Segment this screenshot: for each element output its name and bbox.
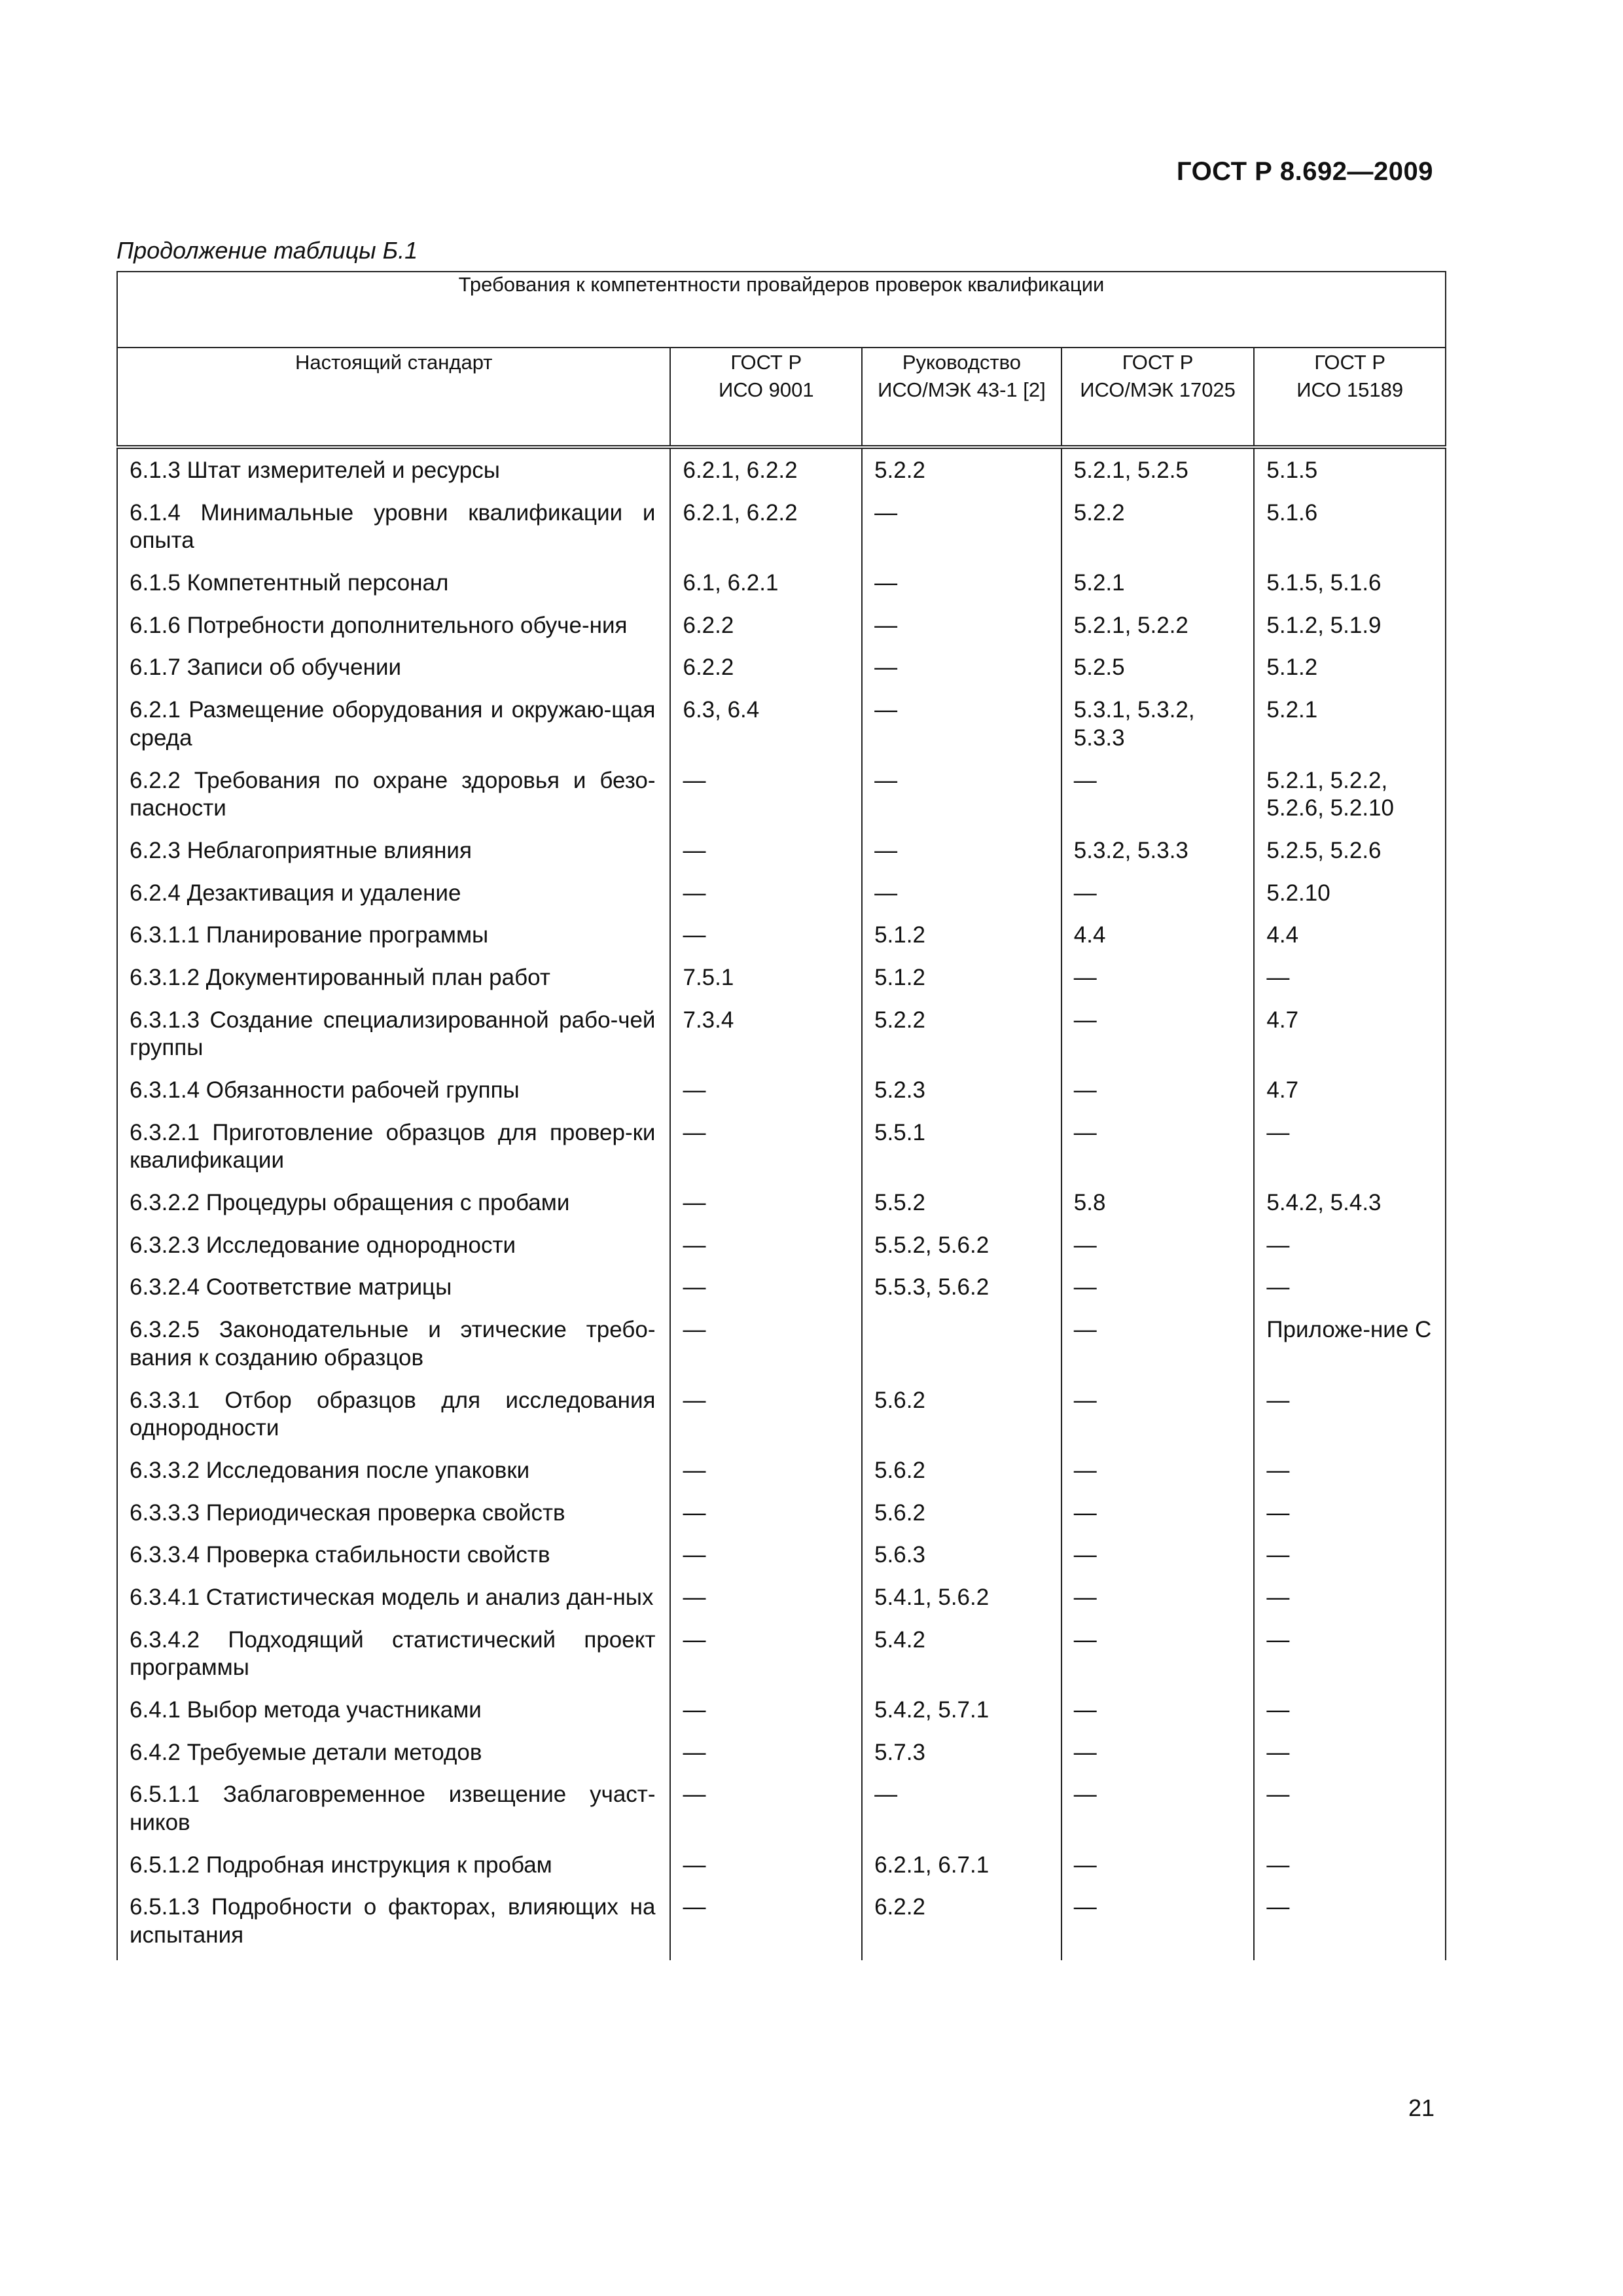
reference-cell: 5.4.2, 5.4.3 bbox=[1254, 1181, 1446, 1224]
requirement-cell: 6.3.3.4 Проверка стабильности свойств bbox=[117, 1534, 670, 1576]
table-row bbox=[117, 1773, 1446, 1843]
reference-cell: — bbox=[670, 872, 862, 914]
reference-cell: 6.3, 6.4 bbox=[670, 689, 862, 759]
column-header-line: ГОСТ Р bbox=[1122, 351, 1194, 374]
reference-cell: 6.2.1, 6.2.2 bbox=[670, 447, 862, 492]
requirement-cell: 6.3.3.3 Периодическая проверка свойств bbox=[117, 1492, 670, 1534]
requirement-cell: 6.3.1.4 Обязанности рабочей группы bbox=[117, 1069, 670, 1111]
reference-cell: 5.2.1 bbox=[1061, 562, 1255, 604]
reference-cell: 5.2.1, 5.2.2, 5.2.6, 5.2.10 bbox=[1254, 759, 1446, 829]
reference-cell: 5.3.1, 5.3.2, 5.3.3 bbox=[1061, 689, 1255, 759]
table-row bbox=[117, 1492, 1446, 1534]
reference-cell bbox=[862, 1308, 1061, 1378]
reference-cell: 6.2.1, 6.2.2 bbox=[670, 492, 862, 562]
column-header-iso-17025 bbox=[1061, 348, 1255, 447]
table-row bbox=[117, 689, 1446, 759]
requirement-cell: 6.3.3.2 Исследования после упаковки bbox=[117, 1449, 670, 1492]
reference-cell: — bbox=[670, 1224, 862, 1266]
column-header-iso-15189 bbox=[1254, 348, 1446, 447]
requirement-cell: 6.3.2.1 Приготовление образцов для провер-ки квалификации bbox=[117, 1111, 670, 1181]
reference-cell: 6.2.2 bbox=[670, 646, 862, 689]
reference-cell: 5.2.5, 5.2.6 bbox=[1254, 829, 1446, 872]
reference-cell: 5.2.2 bbox=[1061, 492, 1255, 562]
requirement-cell: 6.3.2.3 Исследование однородности bbox=[117, 1224, 670, 1266]
requirement-cell: 6.3.2.2 Процедуры обращения с пробами bbox=[117, 1181, 670, 1224]
reference-cell: 5.6.2 bbox=[862, 1449, 1061, 1492]
table-row bbox=[117, 1111, 1446, 1181]
reference-cell: — bbox=[1254, 1619, 1446, 1689]
reference-cell: — bbox=[670, 1111, 862, 1181]
reference-cell: 5.5.2, 5.6.2 bbox=[862, 1224, 1061, 1266]
reference-cell: — bbox=[1061, 1449, 1255, 1492]
reference-cell: — bbox=[670, 1619, 862, 1689]
reference-cell: — bbox=[1061, 1689, 1255, 1731]
column-header-iso-9001 bbox=[670, 348, 862, 447]
reference-cell: — bbox=[670, 1449, 862, 1492]
table-row bbox=[117, 1534, 1446, 1576]
reference-cell: — bbox=[1254, 1886, 1446, 1960]
column-header-line: Настоящий стандарт bbox=[294, 351, 493, 374]
reference-cell: — bbox=[670, 914, 862, 956]
page-number: 21 bbox=[1408, 2094, 1435, 2121]
reference-cell: 5.2.1 bbox=[1254, 689, 1446, 759]
reference-cell: 5.2.1, 5.2.2 bbox=[1061, 604, 1255, 647]
reference-cell: 5.1.5, 5.1.6 bbox=[1254, 562, 1446, 604]
requirement-cell: 6.2.1 Размещение оборудования и окружаю-щая среда bbox=[117, 689, 670, 759]
reference-cell: — bbox=[1061, 1379, 1255, 1449]
reference-cell: — bbox=[862, 829, 1061, 872]
requirement-cell: 6.1.5 Компетентный персонал bbox=[117, 562, 670, 604]
reference-cell: 5.2.10 bbox=[1254, 872, 1446, 914]
reference-cell: — bbox=[1061, 1576, 1255, 1619]
reference-cell: — bbox=[670, 1689, 862, 1731]
table-row bbox=[117, 829, 1446, 872]
table-row bbox=[117, 956, 1446, 999]
reference-cell: — bbox=[1061, 1111, 1255, 1181]
table-title-row bbox=[117, 272, 1446, 348]
reference-cell: 5.5.3, 5.6.2 bbox=[862, 1266, 1061, 1308]
table-row bbox=[117, 1069, 1446, 1111]
reference-cell: 5.4.2 bbox=[862, 1619, 1061, 1689]
column-header-guide-43-1 bbox=[862, 348, 1061, 447]
reference-cell: 5.4.2, 5.7.1 bbox=[862, 1689, 1061, 1731]
table-row bbox=[117, 999, 1446, 1069]
requirement-cell: 6.3.1.3 Создание специализированной рабо-чей группы bbox=[117, 999, 670, 1069]
column-header-line: ИСО 9001 bbox=[718, 378, 814, 401]
reference-cell: — bbox=[1254, 1773, 1446, 1843]
reference-cell: — bbox=[1061, 1731, 1255, 1774]
reference-cell: 5.1.2 bbox=[1254, 646, 1446, 689]
column-header-line: ГОСТ Р bbox=[730, 351, 802, 374]
reference-cell: 4.4 bbox=[1061, 914, 1255, 956]
table-caption: Продолжение таблицы Б.1 bbox=[116, 237, 418, 264]
reference-cell: — bbox=[1254, 1224, 1446, 1266]
reference-cell: 5.2.2 bbox=[862, 999, 1061, 1069]
requirement-cell: 6.1.4 Минимальные уровни квалификации и опыта bbox=[117, 492, 670, 562]
table-row bbox=[117, 1576, 1446, 1619]
reference-cell: 6.2.1, 6.7.1 bbox=[862, 1844, 1061, 1886]
reference-cell: — bbox=[670, 829, 862, 872]
requirement-cell: 6.2.4 Дезактивация и удаление bbox=[117, 872, 670, 914]
column-header-line: Руководство bbox=[902, 351, 1021, 374]
reference-cell: — bbox=[670, 1379, 862, 1449]
reference-cell: — bbox=[862, 646, 1061, 689]
reference-cell: — bbox=[1254, 1689, 1446, 1731]
table-row bbox=[117, 872, 1446, 914]
reference-cell: — bbox=[1254, 1111, 1446, 1181]
reference-cell: 5.5.2 bbox=[862, 1181, 1061, 1224]
table-row bbox=[117, 1731, 1446, 1774]
reference-cell: — bbox=[1061, 1886, 1255, 1960]
reference-cell: 5.1.6 bbox=[1254, 492, 1446, 562]
reference-cell: 5.2.5 bbox=[1061, 646, 1255, 689]
reference-cell: — bbox=[862, 759, 1061, 829]
reference-cell: 4.4 bbox=[1254, 914, 1446, 956]
reference-cell: — bbox=[670, 1886, 862, 1960]
requirement-cell: 6.5.1.2 Подробная инструкция к пробам bbox=[117, 1844, 670, 1886]
table-row bbox=[117, 447, 1446, 492]
reference-cell: — bbox=[1254, 1379, 1446, 1449]
reference-cell: — bbox=[670, 1181, 862, 1224]
table-row bbox=[117, 1619, 1446, 1689]
reference-cell: Приложе-ние С bbox=[1254, 1308, 1446, 1378]
standards-correspondence-table bbox=[116, 271, 1446, 1960]
reference-cell: — bbox=[1254, 1266, 1446, 1308]
table-title: Требования к компетентности провайдеров проверок квалификации bbox=[117, 272, 1446, 348]
reference-cell: — bbox=[1061, 1773, 1255, 1843]
reference-cell: 5.7.3 bbox=[862, 1731, 1061, 1774]
reference-cell: — bbox=[1061, 1224, 1255, 1266]
reference-cell: — bbox=[670, 1576, 862, 1619]
reference-cell: — bbox=[1061, 1308, 1255, 1378]
reference-cell: 5.5.1 bbox=[862, 1111, 1061, 1181]
reference-cell: — bbox=[862, 1773, 1061, 1843]
reference-cell: 5.3.2, 5.3.3 bbox=[1061, 829, 1255, 872]
table-row bbox=[117, 1886, 1446, 1960]
reference-cell: 5.2.2 bbox=[862, 447, 1061, 492]
requirement-cell: 6.4.1 Выбор метода участниками bbox=[117, 1689, 670, 1731]
reference-cell: 4.7 bbox=[1254, 999, 1446, 1069]
table-row bbox=[117, 1689, 1446, 1731]
reference-cell: — bbox=[1254, 1576, 1446, 1619]
reference-cell: — bbox=[1061, 872, 1255, 914]
reference-cell: 5.1.2 bbox=[862, 956, 1061, 999]
document-code: ГОСТ Р 8.692—2009 bbox=[1176, 157, 1433, 186]
reference-cell: 5.4.1, 5.6.2 bbox=[862, 1576, 1061, 1619]
requirement-cell: 6.4.2 Требуемые детали методов bbox=[117, 1731, 670, 1774]
reference-cell: — bbox=[862, 562, 1061, 604]
requirement-cell: 6.3.2.4 Соответствие матрицы bbox=[117, 1266, 670, 1308]
table-row bbox=[117, 1181, 1446, 1224]
reference-cell: — bbox=[1254, 956, 1446, 999]
reference-cell: 5.2.1, 5.2.5 bbox=[1061, 447, 1255, 492]
reference-cell: 5.6.3 bbox=[862, 1534, 1061, 1576]
requirement-cell: 6.5.1.3 Подробности о факторах, влияющих на испытания bbox=[117, 1886, 670, 1960]
reference-cell: — bbox=[1254, 1534, 1446, 1576]
column-header-row bbox=[117, 348, 1446, 447]
requirement-cell: 6.3.4.1 Статистическая модель и анализ дан-ных bbox=[117, 1576, 670, 1619]
reference-cell: — bbox=[670, 759, 862, 829]
reference-cell: — bbox=[670, 1069, 862, 1111]
reference-cell: 6.1, 6.2.1 bbox=[670, 562, 862, 604]
reference-cell: — bbox=[1061, 1069, 1255, 1111]
reference-cell: — bbox=[1061, 956, 1255, 999]
table-row bbox=[117, 1844, 1446, 1886]
reference-cell: — bbox=[670, 1308, 862, 1378]
requirement-cell: 6.3.4.2 Подходящий статистический проект программы bbox=[117, 1619, 670, 1689]
table-row bbox=[117, 1379, 1446, 1449]
requirement-cell: 6.3.1.2 Документированный план работ bbox=[117, 956, 670, 999]
requirement-cell: 6.1.6 Потребности дополнительного обуче-ния bbox=[117, 604, 670, 647]
reference-cell: 5.6.2 bbox=[862, 1492, 1061, 1534]
requirement-cell: 6.1.7 Записи об обучении bbox=[117, 646, 670, 689]
table-row bbox=[117, 759, 1446, 829]
reference-cell: — bbox=[670, 1731, 862, 1774]
reference-cell: — bbox=[1061, 1844, 1255, 1886]
reference-cell: — bbox=[1254, 1492, 1446, 1534]
reference-cell: 6.2.2 bbox=[670, 604, 862, 647]
reference-cell: 5.1.2, 5.1.9 bbox=[1254, 604, 1446, 647]
reference-cell: — bbox=[670, 1266, 862, 1308]
reference-cell: — bbox=[862, 689, 1061, 759]
reference-cell: — bbox=[862, 492, 1061, 562]
reference-cell: 5.2.3 bbox=[862, 1069, 1061, 1111]
table-row bbox=[117, 1449, 1446, 1492]
reference-cell: — bbox=[1061, 1619, 1255, 1689]
table-row bbox=[117, 562, 1446, 604]
reference-cell: 5.1.2 bbox=[862, 914, 1061, 956]
reference-cell: — bbox=[1061, 999, 1255, 1069]
reference-cell: 5.8 bbox=[1061, 1181, 1255, 1224]
reference-cell: 5.6.2 bbox=[862, 1379, 1061, 1449]
reference-cell: — bbox=[1061, 1534, 1255, 1576]
reference-cell: — bbox=[862, 604, 1061, 647]
reference-cell: — bbox=[1061, 1492, 1255, 1534]
reference-cell: — bbox=[1254, 1449, 1446, 1492]
reference-cell: — bbox=[1254, 1731, 1446, 1774]
requirement-cell: 6.3.1.1 Планирование программы bbox=[117, 914, 670, 956]
requirement-cell: 6.2.2 Требования по охране здоровья и безо-пасности bbox=[117, 759, 670, 829]
table-row bbox=[117, 1224, 1446, 1266]
column-header-line: ГОСТ Р bbox=[1314, 351, 1386, 374]
reference-cell: — bbox=[862, 872, 1061, 914]
requirement-cell: 6.3.2.5 Законодательные и этические требо-вания к созданию образцов bbox=[117, 1308, 670, 1378]
table-row bbox=[117, 1308, 1446, 1378]
column-header-line: ИСО/МЭК 17025 bbox=[1080, 378, 1236, 401]
reference-cell: 6.2.2 bbox=[862, 1886, 1061, 1960]
reference-cell: — bbox=[670, 1492, 862, 1534]
column-header-line: ИСО/МЭК 43-1 [2] bbox=[878, 378, 1046, 401]
requirement-cell: 6.3.3.1 Отбор образцов для исследования однородности bbox=[117, 1379, 670, 1449]
reference-cell: — bbox=[670, 1773, 862, 1843]
table-row bbox=[117, 1266, 1446, 1308]
requirement-cell: 6.1.3 Штат измерителей и ресурсы bbox=[117, 447, 670, 492]
reference-cell: 4.7 bbox=[1254, 1069, 1446, 1111]
reference-cell: — bbox=[670, 1844, 862, 1886]
column-header-line: ИСО 15189 bbox=[1296, 378, 1404, 401]
reference-cell: — bbox=[1061, 759, 1255, 829]
table-row bbox=[117, 914, 1446, 956]
requirement-cell: 6.2.3 Неблагоприятные влияния bbox=[117, 829, 670, 872]
table-body bbox=[117, 447, 1446, 1960]
reference-cell: 5.1.5 bbox=[1254, 447, 1446, 492]
table-row bbox=[117, 492, 1446, 562]
reference-cell: 7.5.1 bbox=[670, 956, 862, 999]
reference-cell: 7.3.4 bbox=[670, 999, 862, 1069]
reference-cell: — bbox=[1061, 1266, 1255, 1308]
reference-cell: — bbox=[670, 1534, 862, 1576]
reference-cell: — bbox=[1254, 1844, 1446, 1886]
table-row bbox=[117, 604, 1446, 647]
requirement-cell: 6.5.1.1 Заблаговременное извещение участ-ников bbox=[117, 1773, 670, 1843]
column-header-this-standard bbox=[117, 348, 670, 447]
table-row bbox=[117, 646, 1446, 689]
